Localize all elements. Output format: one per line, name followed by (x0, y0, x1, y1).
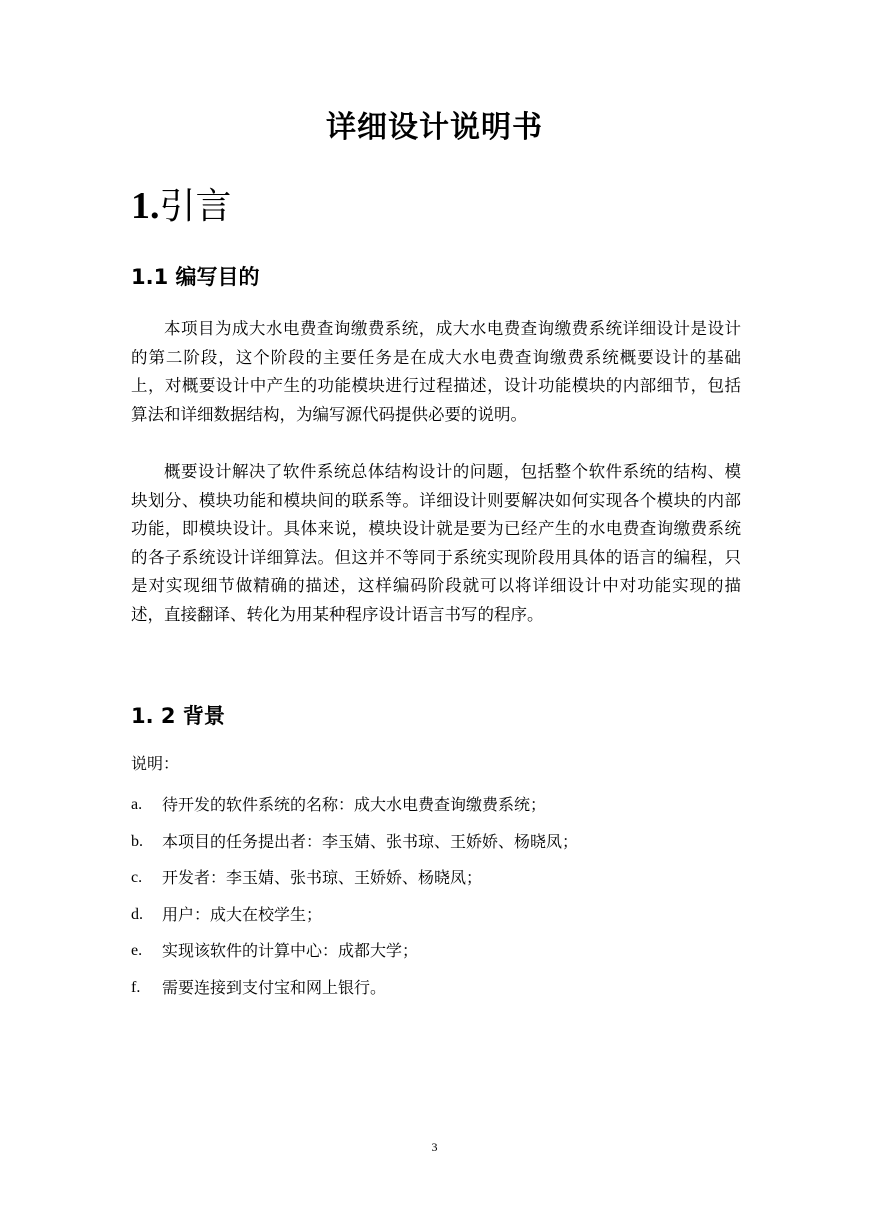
page-number: 3 (431, 1140, 438, 1154)
list-item (131, 976, 751, 1013)
list-item-text: 用户：成大在校学生； (162, 904, 323, 924)
list-item-text: 实现该软件的计算中心：成都大学； (162, 941, 419, 960)
list-item-text: 开发者：李玉婧、张书琼、王娇娇、杨晓凤； (162, 868, 483, 887)
paragraph-purpose-2: 概要设计解决了软件系统总体结构设计的问题，包括整个软件系统的结构、模块划分、模块功能和模块间的联系等。详细设计则要解决如何实现各个模块的内部功能，即模块设计。具体来说，模块设计就是要为已经产生的水电费查询缴费系统的各子系统设计详细算法。但这并不等同于系统实现阶段用具体的语言的编程，只是对实现细节做精确的描述，这样编码阶段就可以将详细设计中对功能实现的描述，直接翻译、转化为用某种程序设计语言书写的程序。 (131, 462, 741, 624)
list-item-text: 本项目的任务提出者：李玉婧、张书琼、王娇娇、杨晓凤； (162, 831, 579, 851)
list-marker: e. (131, 942, 143, 959)
list-item-text: 待开发的软件系统的名称：成大水电费查询缴费系统； (162, 795, 547, 814)
list-marker: a. (131, 796, 143, 813)
list-marker: c. (131, 869, 143, 886)
list-marker: d. (131, 905, 143, 923)
list-item (131, 793, 751, 830)
list-item (131, 866, 751, 903)
subsection-heading-purpose: 1.1 编写目的 (131, 265, 260, 289)
section-heading-1 (131, 180, 232, 233)
list-item (131, 939, 751, 976)
list-item (131, 830, 751, 867)
document-title: 详细设计说明书 (326, 110, 543, 145)
paragraph-purpose-1: 本项目为成大水电费查询缴费系统，成大水电费查询缴费系统详细设计是设计的第二阶段，这个阶段的主要任务是在成大水电费查询缴费系统概要设计的基础上，对概要设计中产生的功能模块进行过程描述，设计功能模块的内部细节，包括算法和详细数据结构，为编写源代码提供必要的说明。 (131, 319, 741, 424)
list-marker: f. (131, 978, 141, 996)
list-item (131, 903, 751, 940)
list-item-text: 需要连接到支付宝和网上银行。 (162, 977, 387, 997)
list-marker: b. (131, 832, 143, 850)
background-intro: 说明： (131, 754, 180, 773)
section-number: 1. (131, 185, 160, 227)
background-list (131, 793, 751, 1012)
subsection-heading-background: 1. 2 背景 (131, 704, 225, 728)
section-title: 引言 (159, 186, 232, 227)
